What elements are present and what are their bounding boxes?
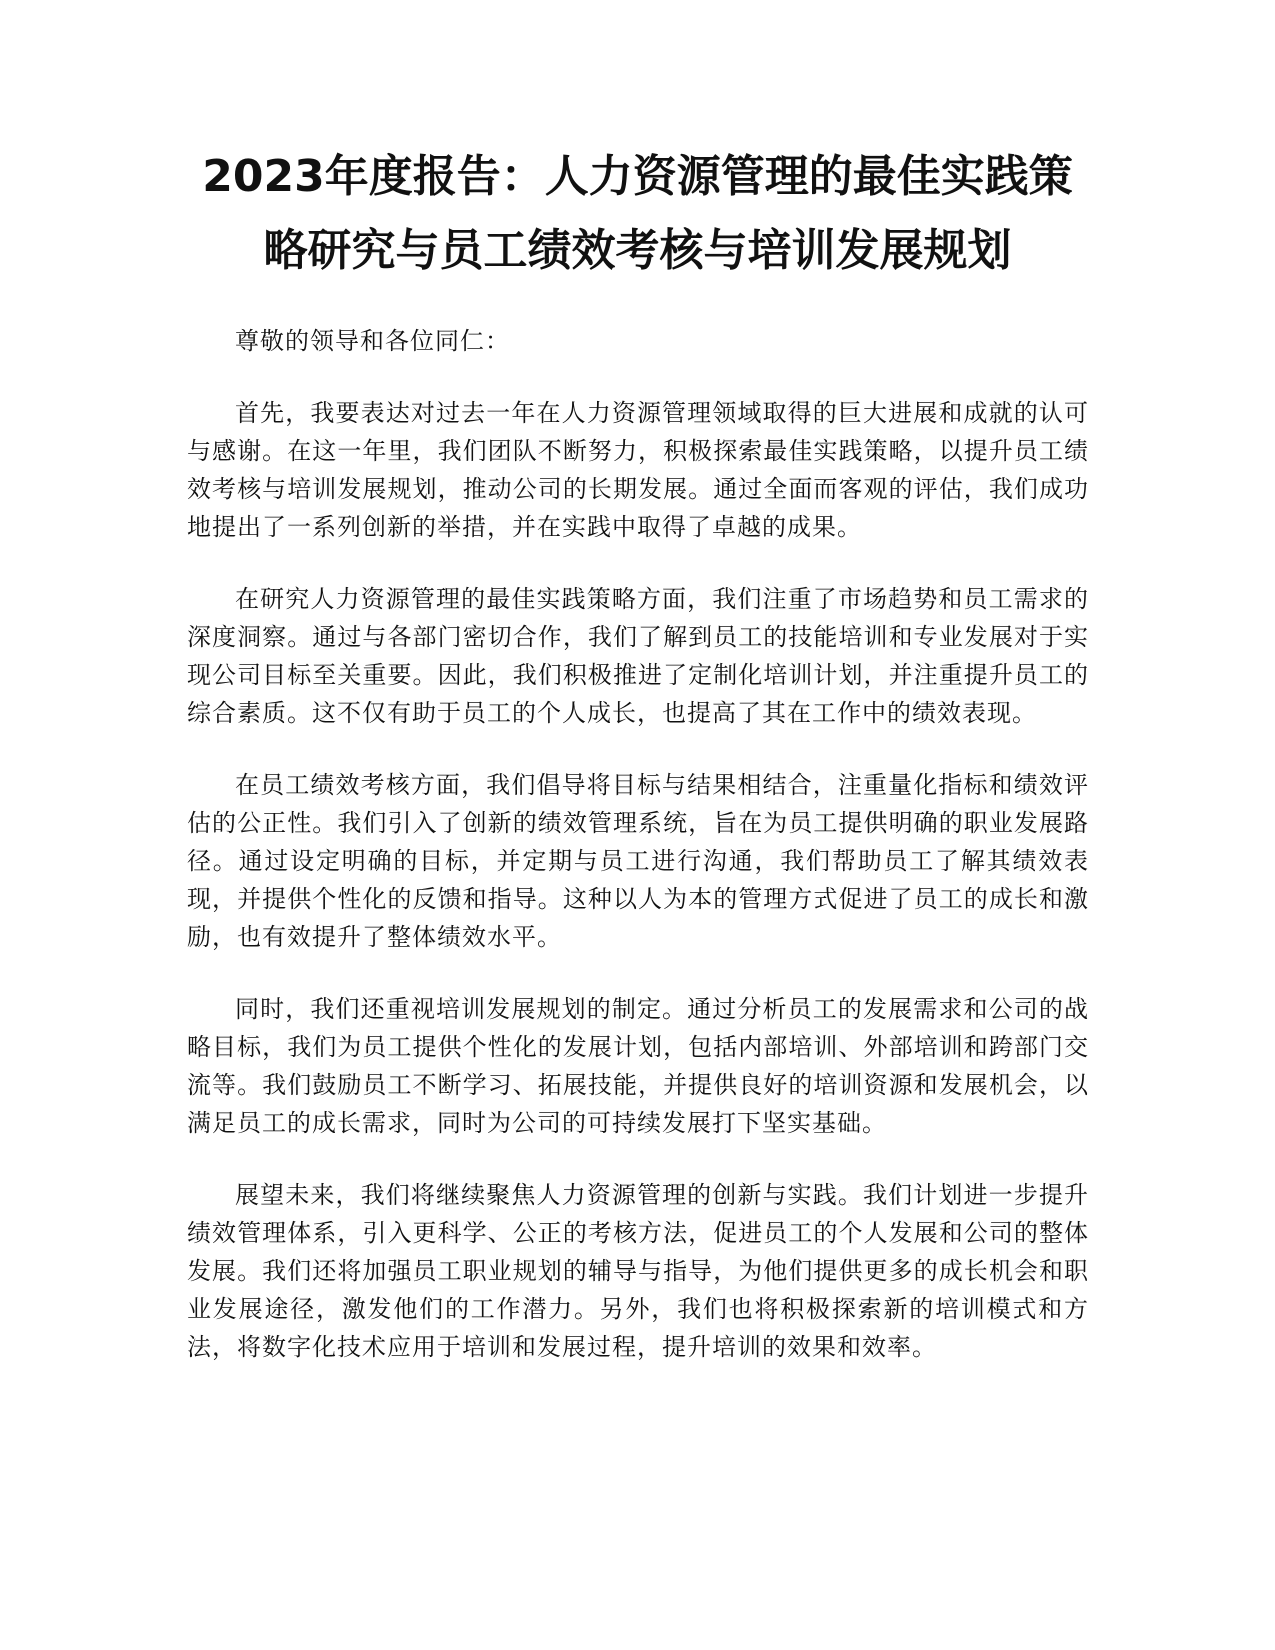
paragraph-5: 展望未来，我们将继续聚焦人力资源管理的创新与实践。我们计划进一步提升绩效管理体系，引入更科学、公正的考核方法，促进员工的个人发展和公司的整体发展。我们还将加强员工职业规划的辅导与指导，为他们提供更多的成长机会和职业发展途径，激发他们的工作潜力。另外，我们也将积极探索新的培训模式和方法，将数字化技术应用于培训和发展过程，提升培训的效果和效率。	[187, 1181, 1089, 1361]
paragraph-4: 同时，我们还重视培训发展规划的制定。通过分析员工的发展需求和公司的战略目标，我们为员工提供个性化的发展计划，包括内部培训、外部培训和跨部门交流等。我们鼓励员工不断学习、拓展技能，并提供良好的培训资源和发展机会，以满足员工的成长需求，同时为公司的可持续发展打下坚实基础。	[187, 995, 1089, 1137]
paragraph-3: 在员工绩效考核方面，我们倡导将目标与结果相结合，注重量化指标和绩效评估的公正性。我们引入了创新的绩效管理系统，旨在为员工提供明确的职业发展路径。通过设定明确的目标，并定期与员工进行沟通，我们帮助员工了解其绩效表现，并提供个性化的反馈和指导。这种以人为本的管理方式促进了员工的成长和激励，也有效提升了整体绩效水平。	[187, 771, 1089, 951]
paragraph-1: 首先，我要表达对过去一年在人力资源管理领域取得的巨大进展和成就的认可与感谢。在这一年里，我们团队不断努力，积极探索最佳实践策略，以提升员工绩效考核与培训发展规划，推动公司的长期发展。通过全面而客观的评估，我们成功地提出了一系列创新的举措，并在实践中取得了卓越的成果。	[187, 399, 1089, 541]
salutation: 尊敬的领导和各位同仁：	[235, 327, 510, 355]
title-line-2: 略研究与员工绩效考核与培训发展规划	[263, 225, 1012, 276]
document-title	[150, 140, 1125, 288]
paragraph-2: 在研究人力资源管理的最佳实践策略方面，我们注重了市场趋势和员工需求的深度洞察。通过与各部门密切合作，我们了解到员工的技能培训和专业发展对于实现公司目标至关重要。因此，我们积极推进了定制化培训计划，并注重提升员工的综合素质。这不仅有助于员工的个人成长，也提高了其在工作中的绩效表现。	[187, 585, 1089, 727]
document-body	[187, 322, 1089, 1400]
title-line-1: 2023年度报告：人力资源管理的最佳实践策	[202, 151, 1073, 202]
